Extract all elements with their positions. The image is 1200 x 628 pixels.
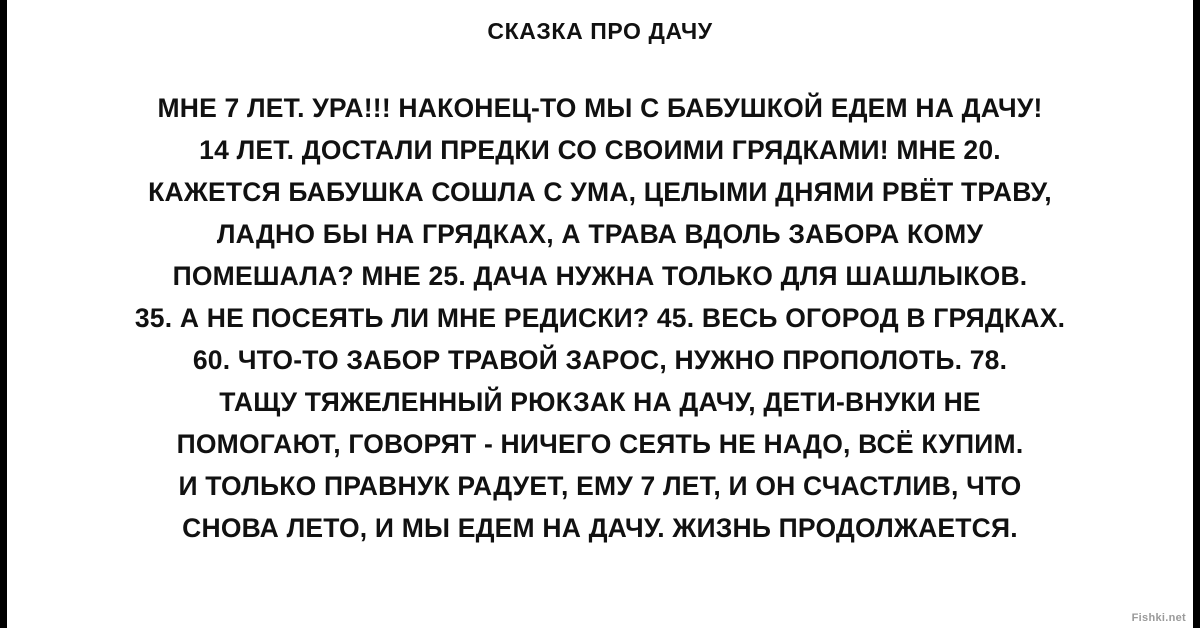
story-line: ТАЩУ ТЯЖЕЛЕННЫЙ РЮКЗАК НА ДАЧУ, ДЕТИ-ВНУКИ НЕ <box>219 387 981 417</box>
left-border-bar <box>0 0 7 628</box>
story-line: 14 ЛЕТ. ДОСТАЛИ ПРЕДКИ СО СВОИМИ ГРЯДКАМИ! МНЕ 20. <box>199 135 1001 165</box>
story-line: ЛАДНО БЫ НА ГРЯДКАХ, А ТРАВА ВДОЛЬ ЗАБОРА КОМУ <box>216 219 984 249</box>
story-line: МНЕ 7 ЛЕТ. УРА!!! НАКОНЕЦ-ТО МЫ С БАБУШКОЙ ЕДЕМ НА ДАЧУ! <box>157 93 1043 123</box>
story-line: 60. ЧТО-ТО ЗАБОР ТРАВОЙ ЗАРОС, НУЖНО ПРОПОЛОТЬ. 78. <box>192 345 1008 375</box>
story-line: И ТОЛЬКО ПРАВНУК РАДУЕТ, ЕМУ 7 ЛЕТ, И ОН СЧАСТЛИВ, ЧТО <box>178 471 1022 501</box>
story-line: СНОВА ЛЕТО, И МЫ ЕДЕМ НА ДАЧУ. ЖИЗНЬ ПРОДОЛЖАЕТСЯ. <box>182 513 1018 543</box>
story-line: 35. А НЕ ПОСЕЯТЬ ЛИ МНЕ РЕДИСКИ? 45. ВЕСЬ ОГОРОД В ГРЯДКАХ. <box>134 303 1066 333</box>
page-title: СКАЗКА ПРО ДАЧУ <box>487 18 713 44</box>
story-line: ПОМОГАЮТ, ГОВОРЯТ - НИЧЕГО СЕЯТЬ НЕ НАДО, ВСЁ КУПИМ. <box>176 429 1024 459</box>
watermark-label: Fishki.net <box>1131 612 1186 624</box>
story-body <box>50 87 1150 549</box>
text-content-area <box>7 0 1193 628</box>
story-line: КАЖЕТСЯ БАБУШКА СОШЛА С УМА, ЦЕЛЫМИ ДНЯМИ РВЁТ ТРАВУ, <box>148 177 1052 207</box>
right-border-bar <box>1193 0 1200 628</box>
story-line: ПОМЕШАЛА? МНЕ 25. ДАЧА НУЖНА ТОЛЬКО ДЛЯ ШАШЛЫКОВ. <box>172 261 1028 291</box>
